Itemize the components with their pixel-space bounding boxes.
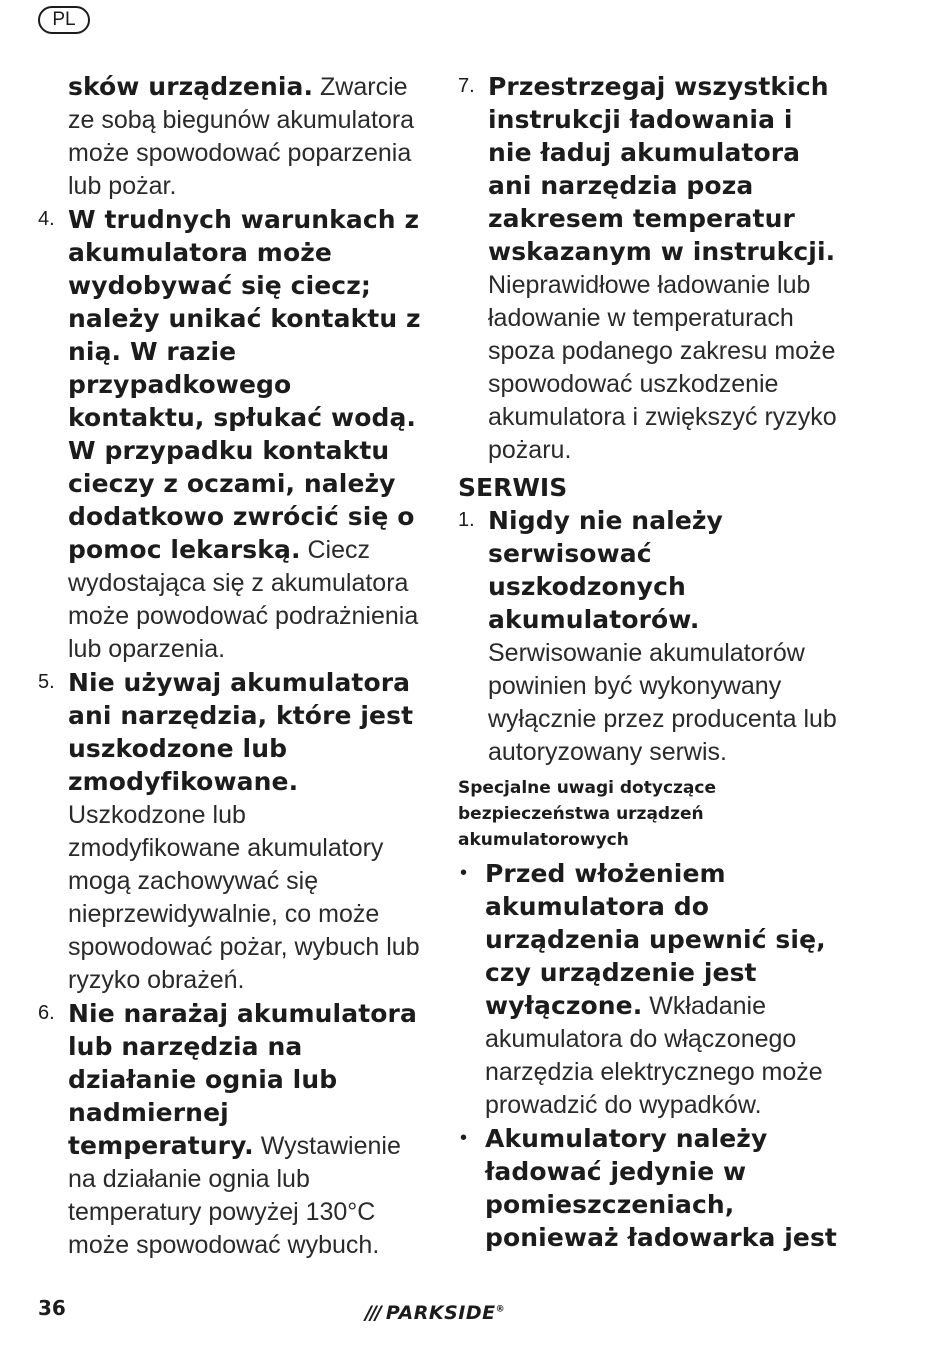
brand-logo (365, 1302, 505, 1324)
left-column (38, 70, 423, 1262)
language-badge: PL (38, 6, 90, 34)
service-list-item-1 (458, 504, 843, 769)
brand-slashes: /// (365, 1302, 380, 1324)
bullet-body-text: Wkładanie akumulatora do włączonego narzędzia elektrycznego może prowadzić do wypadków. (485, 992, 823, 1119)
list-number: 7. (458, 75, 475, 97)
list-item-body-text: Uszkodzone lub zmodyfikowane akumulatory mogą zachowywać się nieprzewidywalnie, co może spowodować pożar, wybuch lub ryzyko obrażeń. (68, 801, 420, 994)
bullet-bold-text: Przed włożeniem akumulatora do urządzenia upewnić się, czy urządzenie jest wyłączone. (485, 859, 826, 1020)
list-item-body-text: Nieprawidłowe ładowanie lub ładowanie w temperaturach spoza podanego zakresu może spowodować uszkodzenie akumulatora i zwiększyć ryzyko pożaru. (488, 271, 837, 464)
continued-body-text: Zwarcie ze sobą biegunów akumulatora może spowodować poparzenia lub pożar. (68, 73, 415, 200)
list-item-bold-text: Nie narażaj akumulatora lub narzędzia na działanie ognia lub nadmiernej temperatury. (68, 999, 417, 1160)
list-number: 1. (458, 509, 475, 531)
bullet-item (458, 857, 843, 1122)
list-item-5 (38, 666, 423, 997)
bullet-marker: • (460, 1127, 468, 1149)
list-item-4 (38, 203, 423, 666)
list-item-body-text: Wystawienie na działanie ognia lub temperatury powyżej 130°C może spowodować wybuch. (68, 1132, 401, 1259)
section-subheading-special-notes: Specjalne uwagi dotyczące bezpieczeństwa urządzeń akumulatorowych (458, 778, 716, 850)
list-number: 4. (38, 208, 55, 230)
brand-name: PARKSIDE (385, 1302, 496, 1324)
list-item-body-text: Serwisowanie akumulatorów powinien być wykonywany wyłącznie przez producenta lub autoryzowany serwis. (488, 639, 837, 766)
continued-paragraph (38, 70, 423, 203)
list-number: 5. (38, 671, 55, 693)
list-item-body-text: Ciecz wydostająca się z akumulatora może powodować podrażnienia lub oparzenia. (68, 536, 419, 663)
bullet-marker: • (460, 862, 468, 884)
right-column (458, 70, 843, 1255)
brand-registered-mark: ® (495, 1304, 506, 1315)
list-item-bold-text: Nie używaj akumulatora ani narzędzia, które jest uszkodzone lub zmodyfikowane. (68, 668, 414, 796)
list-item-bold-text: Nigdy nie należy serwisować uszkodzonych akumulatorów. (488, 506, 723, 634)
list-item-7 (458, 70, 843, 467)
page-number: 36 (38, 1296, 66, 1320)
list-number: 6. (38, 1002, 55, 1024)
continued-bold-text: sków urządzenia. (68, 72, 314, 101)
list-item-bold-text: W trudnych warunkach z akumulatora może wydobywać się ciecz; należy unikać kontaktu z nią. W razie przypadkowego kontaktu, spłukać wodą. W przypadku kontaktu cieczy z oczami, należy dodatkowo zwrócić się o pomoc lekarską. (68, 205, 421, 564)
bullet-item (458, 1122, 843, 1255)
section-heading-service: SERWIS (458, 473, 568, 502)
bullet-bold-text: Akumulatory należy ładować jedynie w pomieszczeniach, ponieważ ładowarka jest (485, 1124, 837, 1252)
list-item-6 (38, 997, 423, 1262)
list-item-bold-text: Przestrzegaj wszystkich instrukcji ładowania i nie ładuj akumulatora ani narzędzia poza zakresem temperatur wskazanym w instrukcji. (488, 72, 836, 266)
